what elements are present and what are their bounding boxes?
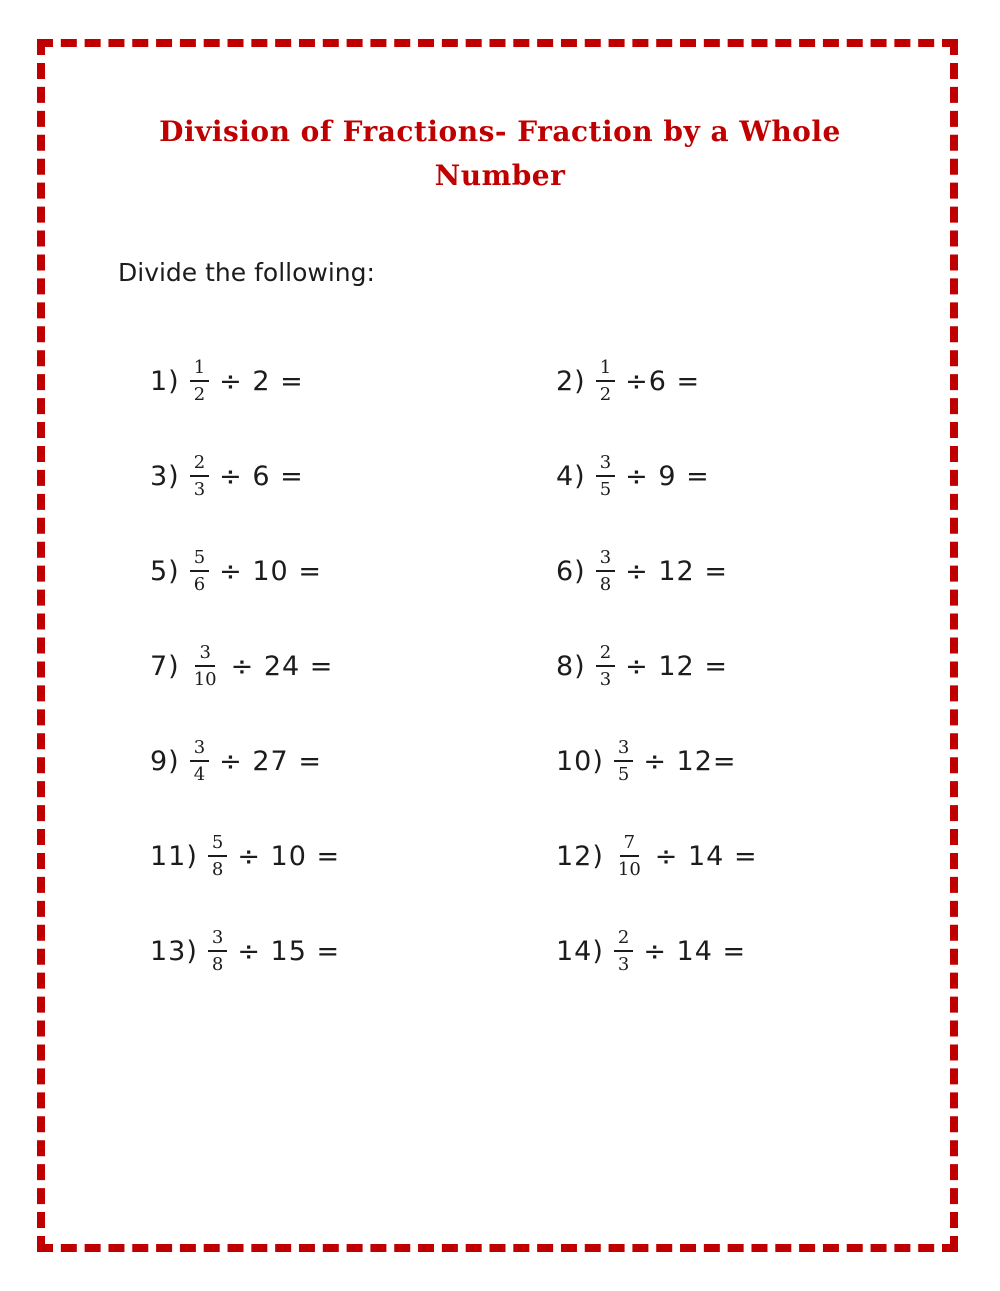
fraction-denominator: 3: [599, 668, 612, 690]
problem-number-label: 9): [150, 745, 180, 777]
fraction-denominator: 8: [599, 573, 612, 595]
problem-number-label: 14): [556, 935, 604, 967]
fraction-denominator: 3: [193, 478, 206, 500]
problem-number-label: 2): [556, 365, 586, 397]
page-title: [0, 110, 1000, 198]
problem-item: [556, 637, 940, 695]
fraction-numerator: 3: [596, 451, 615, 476]
fraction: [190, 736, 209, 786]
fraction: [190, 641, 221, 691]
problem-expression: ÷ 15 =: [237, 935, 341, 967]
problem-number-label: 7): [150, 650, 180, 682]
problem-expression: ÷ 27 =: [219, 745, 322, 777]
problem-expression: ÷ 14 =: [643, 935, 747, 967]
problem-expression: ÷6 =: [625, 365, 701, 397]
problem-item: [556, 352, 940, 410]
problem-item: [150, 732, 556, 790]
fraction: [190, 451, 209, 501]
fraction-numerator: 3: [614, 736, 633, 761]
problem-item: [150, 352, 556, 410]
problem-expression: ÷ 10 =: [237, 840, 341, 872]
fraction-denominator: 6: [193, 573, 206, 595]
fraction: [208, 926, 227, 976]
fraction-denominator: 10: [617, 858, 641, 880]
problem-number-label: 5): [150, 555, 180, 587]
problem-number-label: 1): [150, 365, 180, 397]
problem-expression: ÷ 10 =: [219, 555, 322, 587]
fraction-numerator: 3: [596, 546, 615, 571]
problem-number-label: 11): [150, 840, 198, 872]
fraction-denominator: 10: [193, 668, 217, 690]
problem-number-label: 12): [556, 840, 604, 872]
problem-item: [556, 732, 940, 790]
fraction-numerator: 2: [190, 451, 209, 476]
problem-item: [556, 922, 940, 980]
problem-item: [556, 827, 940, 885]
problem-item: [150, 542, 556, 600]
instruction-text: Divide the following:: [118, 258, 375, 287]
fraction: [190, 546, 209, 596]
problem-expression: ÷ 9 =: [625, 460, 710, 492]
problem-item: [556, 447, 940, 505]
fraction-denominator: 5: [599, 478, 612, 500]
fraction-numerator: 1: [596, 356, 615, 381]
fraction-numerator: 2: [596, 641, 615, 666]
problem-expression: ÷ 12=: [643, 745, 737, 777]
fraction-denominator: 4: [193, 763, 206, 785]
problem-item: [150, 447, 556, 505]
fraction: [596, 641, 615, 691]
problem-item: [556, 542, 940, 600]
fraction-denominator: 2: [599, 383, 612, 405]
fraction-numerator: 2: [614, 926, 633, 951]
fraction-denominator: 8: [211, 858, 224, 880]
fraction-numerator: 3: [208, 926, 227, 951]
fraction-denominator: 5: [617, 763, 630, 785]
fraction-denominator: 2: [193, 383, 206, 405]
fraction: [596, 451, 615, 501]
fraction: [614, 926, 633, 976]
problem-expression: ÷ 12 =: [625, 650, 728, 682]
problem-number-label: 4): [556, 460, 586, 492]
problem-number-label: 3): [150, 460, 180, 492]
problem-item: [150, 922, 556, 980]
problem-number-label: 10): [556, 745, 604, 777]
page-title-line-1: Division of Fractions- Fraction by a Whole: [159, 115, 841, 148]
fraction-numerator: 5: [190, 546, 209, 571]
problems-grid: [150, 352, 940, 980]
problem-number-label: 13): [150, 935, 198, 967]
fraction-numerator: 5: [208, 831, 227, 856]
fraction: [190, 356, 209, 406]
fraction-denominator: 3: [617, 953, 630, 975]
problem-expression: ÷ 14 =: [654, 840, 758, 872]
fraction-numerator: 1: [190, 356, 209, 381]
fraction: [596, 356, 615, 406]
fraction: [614, 831, 645, 881]
fraction: [596, 546, 615, 596]
problem-expression: ÷ 2 =: [219, 365, 304, 397]
fraction-numerator: 3: [190, 736, 209, 761]
problem-expression: ÷ 24 =: [230, 650, 334, 682]
page-title-line-2: Number: [434, 159, 566, 192]
problem-item: [150, 827, 556, 885]
problem-item: [150, 637, 556, 695]
problem-expression: ÷ 6 =: [219, 460, 304, 492]
fraction: [208, 831, 227, 881]
fraction-numerator: 3: [195, 641, 214, 666]
problem-number-label: 8): [556, 650, 586, 682]
problem-expression: ÷ 12 =: [625, 555, 728, 587]
problem-number-label: 6): [556, 555, 586, 587]
fraction-numerator: 7: [620, 831, 639, 856]
fraction: [614, 736, 633, 786]
fraction-denominator: 8: [211, 953, 224, 975]
